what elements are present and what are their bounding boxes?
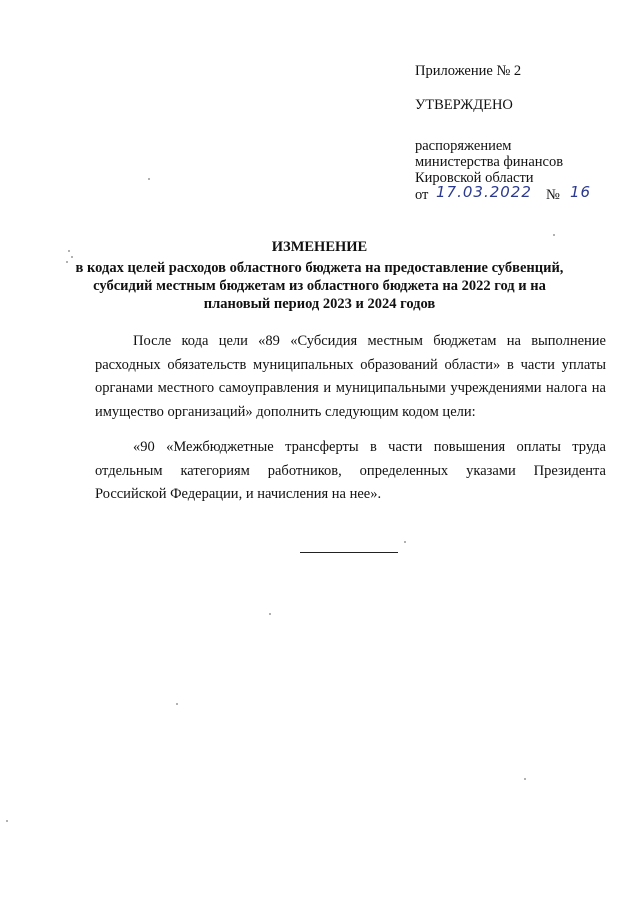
date-prefix: от xyxy=(415,187,429,203)
title-line-1: в кодах целей расходов областного бюджета на предоставление субвенций, xyxy=(75,260,564,276)
title-line-2: субсидий местным бюджетам из областного бюджета на 2022 год и на xyxy=(93,278,546,294)
approved-label: УТВЕРЖДЕНО xyxy=(415,97,513,113)
closing-separator-line xyxy=(300,552,398,553)
scan-speck xyxy=(71,256,73,258)
scan-speck xyxy=(68,250,70,252)
title-line-3: плановый период 2023 и 2024 годов xyxy=(203,296,436,312)
number-prefix: № xyxy=(546,187,560,203)
handwritten-number: 16 xyxy=(570,183,592,201)
scan-speck xyxy=(6,820,8,822)
order-line-1: распоряжением xyxy=(415,138,512,154)
order-line-2: министерства финансов xyxy=(415,154,564,170)
appendix-label: Приложение № 2 xyxy=(415,63,522,79)
scan-speck xyxy=(404,541,406,543)
order-line-3: Кировской области xyxy=(415,170,534,186)
scan-speck xyxy=(176,703,178,705)
scan-speck xyxy=(553,234,555,236)
scan-speck xyxy=(66,261,68,263)
body-paragraph-1: После кода цели «89 «Субсидия местным бюджетам на выполнение расходных обязательств муниципальных образований области» в части уплаты органами местного самоуправления и муниципальными учреждениями налога на имущество организаций» дополнить следующим кодом цели: xyxy=(95,333,606,420)
scan-speck xyxy=(524,778,526,780)
handwritten-date: 17.03.2022 xyxy=(436,183,532,201)
scan-speck xyxy=(269,613,271,615)
scan-speck xyxy=(148,178,150,180)
body-paragraph-2: «90 «Межбюджетные трансферты в части повышения оплаты труда отдельным категориям работников, определенных указами Президента Российской Федерации, и начисления на нее». xyxy=(95,439,606,503)
document-heading: ИЗМЕНЕНИЕ xyxy=(271,239,368,255)
